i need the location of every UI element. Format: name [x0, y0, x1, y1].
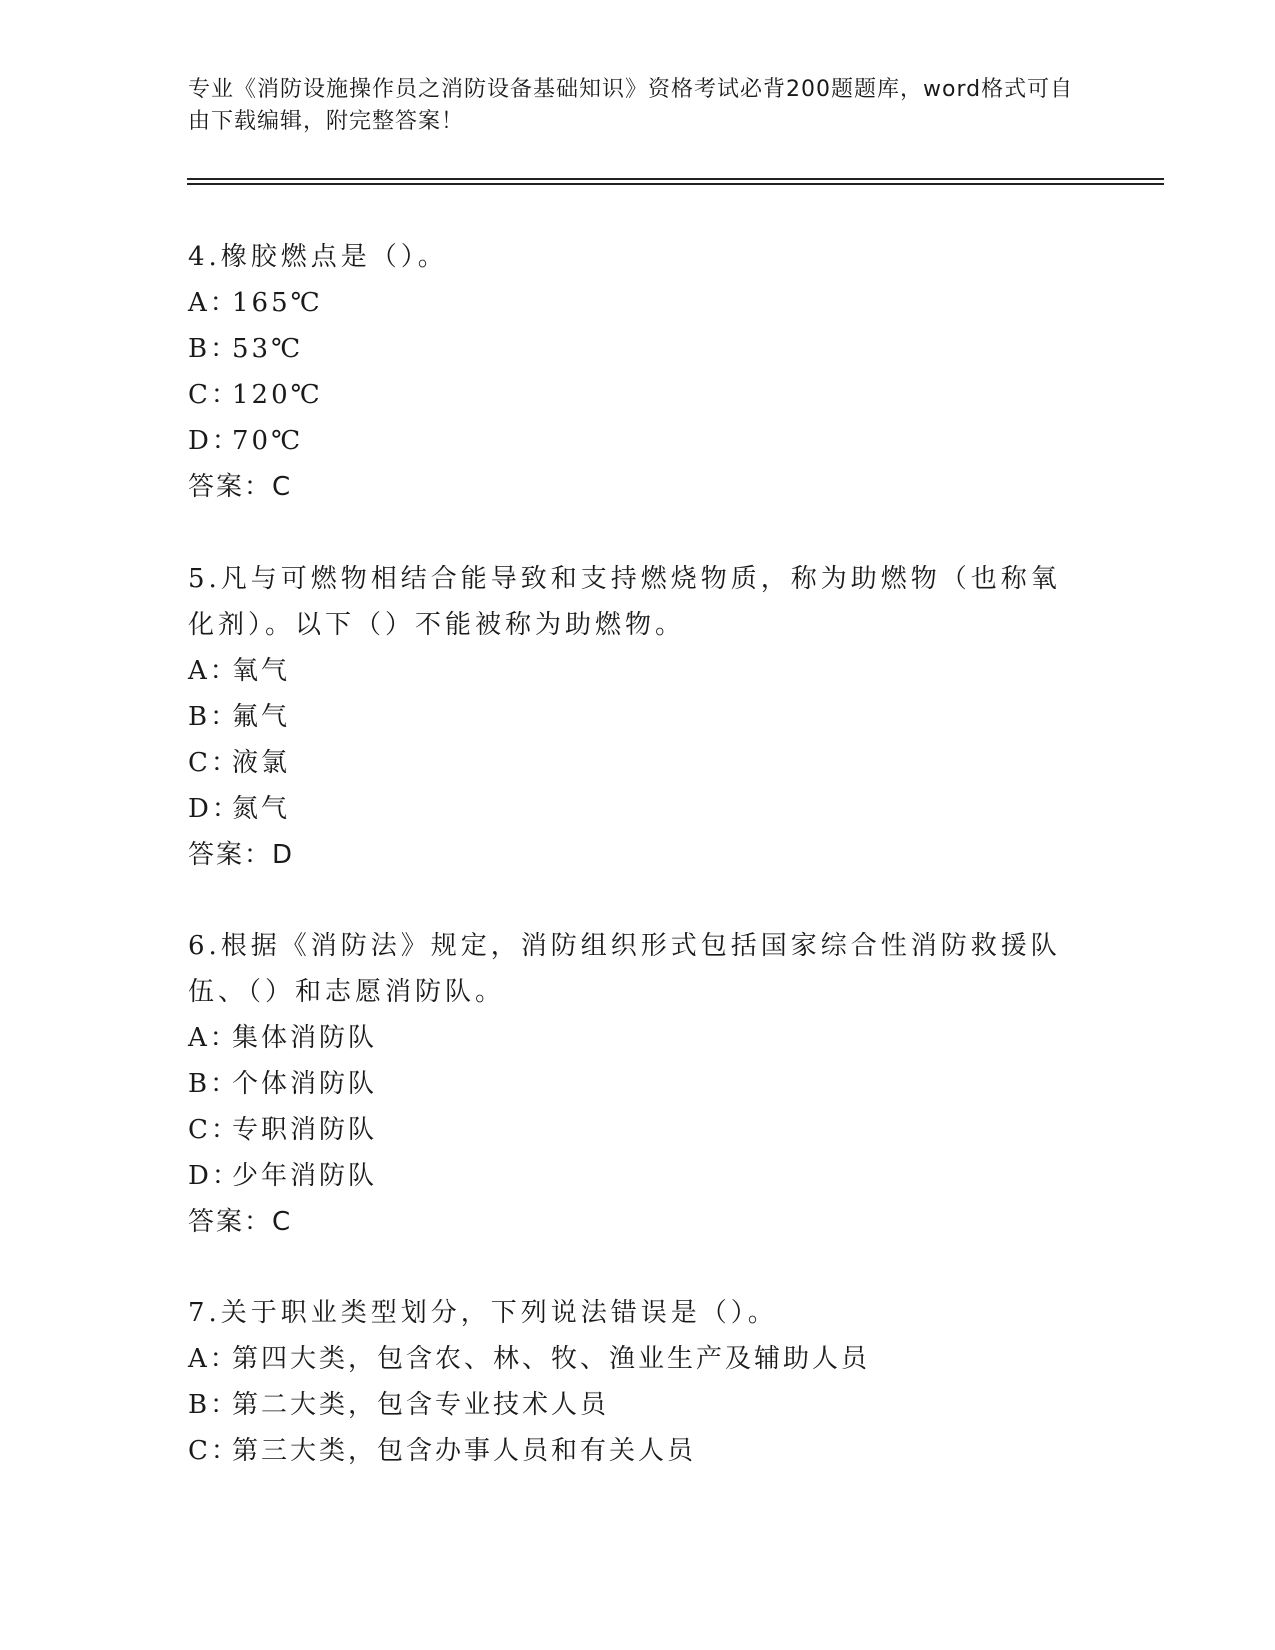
- option-key: D：: [188, 426, 241, 456]
- option-key: B：: [188, 702, 240, 732]
- option-key: C：: [188, 1436, 240, 1466]
- option-text: 专职消防队: [232, 1115, 378, 1145]
- question-stem: 7.关于职业类型划分，下列说法错误是（）。: [188, 1298, 778, 1328]
- option-key: B：: [188, 334, 240, 364]
- question-4: [188, 234, 1088, 510]
- answer-line: 答案：C: [188, 1207, 293, 1237]
- option-key: B：: [188, 1390, 240, 1420]
- option-text: 氮气: [232, 794, 291, 824]
- question-stem: 6.根据《消防法》规定，消防组织形式包括国家综合性消防救援队伍、（）和志愿消防队。: [188, 931, 1061, 1007]
- option-b: [188, 1382, 1088, 1428]
- option-text: 氧气: [232, 656, 291, 686]
- option-b: [188, 694, 1088, 740]
- option-d: [188, 786, 1088, 832]
- option-text: 集体消防队: [232, 1023, 378, 1053]
- answer-line: 答案：D: [188, 840, 295, 870]
- option-a: [188, 280, 1088, 326]
- option-text: 液氯: [232, 748, 291, 778]
- option-c: [188, 740, 1088, 786]
- option-key: C：: [188, 748, 240, 778]
- answer-line: 答案：C: [188, 472, 293, 502]
- document-header: 专业《消防设施操作员之消防设备基础知识》资格考试必背200题题库，word格式可自由下载编辑，附完整答案！: [188, 77, 1074, 134]
- question-7: [188, 1290, 1088, 1474]
- option-a: [188, 648, 1088, 694]
- question-5: [188, 556, 1088, 878]
- option-text: 70℃: [232, 426, 304, 456]
- option-text: 第三大类，包含办事人员和有关人员: [232, 1436, 697, 1466]
- header-rule-bottom: [187, 183, 1164, 185]
- option-b: [188, 1061, 1088, 1107]
- option-c: [188, 372, 1088, 418]
- option-text: 第四大类，包含农、林、牧、渔业生产及辅助人员: [232, 1344, 871, 1374]
- option-text: 120℃: [232, 380, 323, 410]
- question-stem: 4.橡胶燃点是（）。: [188, 242, 448, 272]
- option-key: A：: [188, 656, 239, 686]
- option-key: C：: [188, 380, 240, 410]
- option-text: 氟气: [232, 702, 291, 732]
- header-rule-top: [187, 178, 1164, 180]
- option-c: [188, 1107, 1088, 1153]
- option-c: [188, 1428, 1088, 1474]
- question-stem: 5.凡与可燃物相结合能导致和支持燃烧物质，称为助燃物（也称氧化剂）。以下（）不能被称为助燃物。: [188, 564, 1061, 640]
- option-a: [188, 1336, 1088, 1382]
- option-text: 53℃: [232, 334, 304, 364]
- option-key: A：: [188, 1344, 239, 1374]
- option-d: [188, 418, 1088, 464]
- option-a: [188, 1015, 1088, 1061]
- question-6: [188, 923, 1088, 1245]
- option-text: 个体消防队: [232, 1069, 378, 1099]
- option-key: D：: [188, 1161, 241, 1191]
- option-text: 165℃: [232, 288, 323, 318]
- option-key: D：: [188, 794, 241, 824]
- option-text: 第二大类，包含专业技术人员: [232, 1390, 610, 1420]
- option-key: B：: [188, 1069, 240, 1099]
- option-key: A：: [188, 1023, 239, 1053]
- option-key: A：: [188, 288, 239, 318]
- option-d: [188, 1153, 1088, 1199]
- option-b: [188, 326, 1088, 372]
- option-key: C：: [188, 1115, 240, 1145]
- option-text: 少年消防队: [232, 1161, 378, 1191]
